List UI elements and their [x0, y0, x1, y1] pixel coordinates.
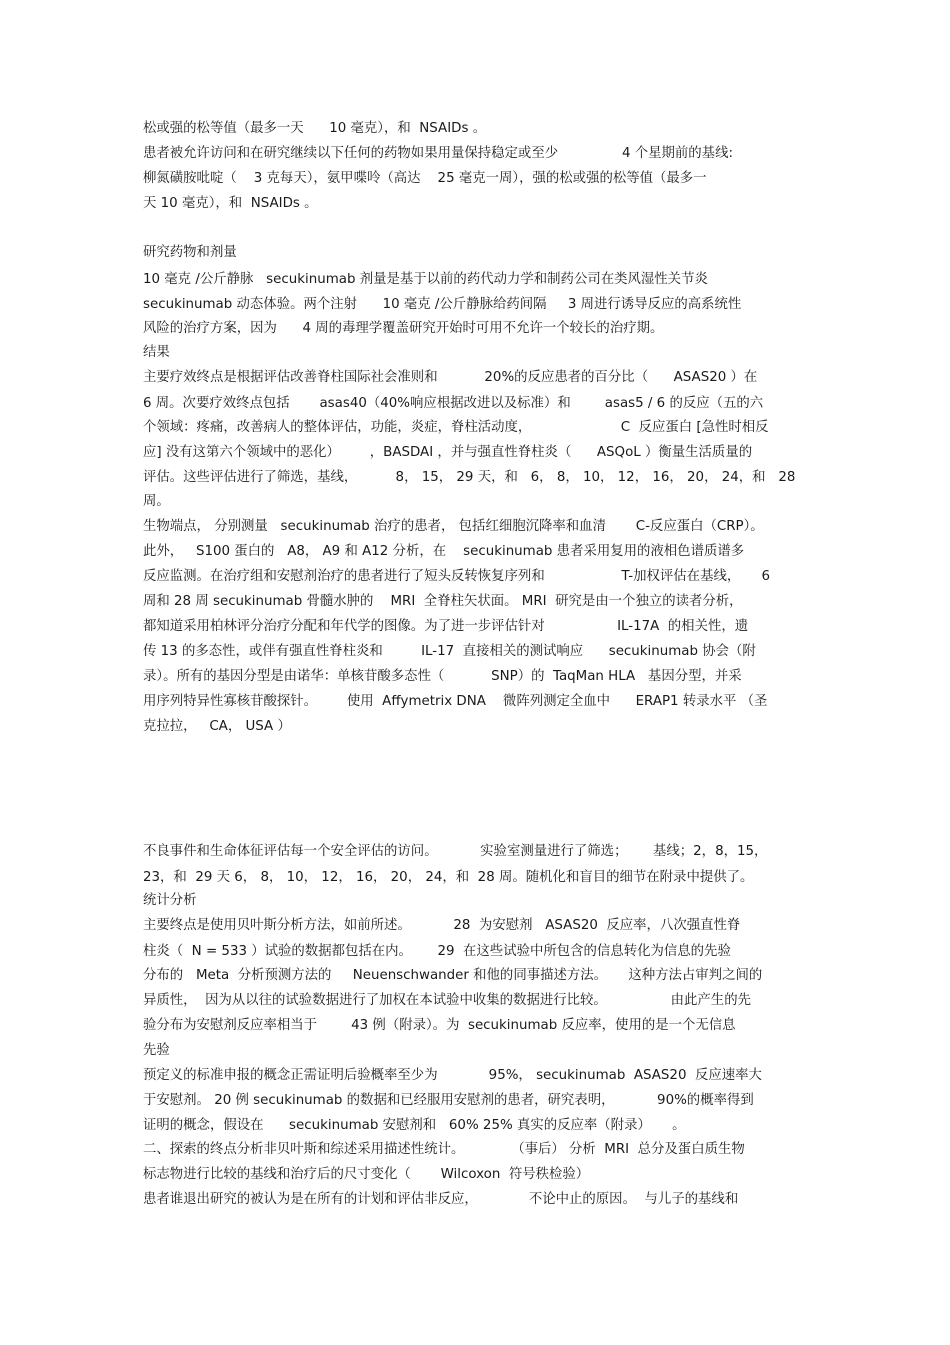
- text-line: 个领域：疼痛，改善病人的整体评估，功能，炎症，脊柱活动度， C 反应蛋白 [急性时相反: [143, 420, 769, 435]
- text-line: 风险的治疗方案，因为 4 周的毒理学覆盖研究开始时可用不允许一个较长的治疗期。: [143, 321, 664, 336]
- text-line: 主要疗效终点是根据评估改善脊柱国际社会准则和 20%的反应患者的百分比（ ASAS20 ）在: [143, 370, 758, 385]
- text-line: 周。: [143, 494, 170, 509]
- text-line: 用序列特异性寡核苷酸探针。 使用 Affymetrix DNA 微阵列测定全血中 ERAP1 转录水平 （圣: [143, 694, 768, 709]
- text-line: 6 周。次要疗效终点包括 asas40（40%响应根据改进以及标准）和 asas5 / 6 的反应（五的六: [143, 396, 764, 411]
- text-line: 松或强的松等值（最多一天 10 毫克），和 NSAIDs 。: [143, 121, 487, 136]
- text-line: 23，和 29 天 6， 8， 10， 12， 16， 20， 24，和 28 周。随机化和盲目的细节在附录中提供了。: [143, 870, 754, 885]
- text-line: 验分布为安慰剂反应率相当于 43 例（附录）。为 secukinumab 反应率，使用的是一个无信息: [143, 1018, 736, 1033]
- text-line: 反应监测。在治疗组和安慰剂治疗的患者进行了短头反转恢复序列和 T-加权评估在基线， 6: [143, 569, 771, 584]
- text-line: 克拉拉， CA， USA ）: [143, 719, 291, 734]
- text-line: 患者谁退出研究的被认为是在所有的计划和评估非反应， 不论中止的原因。 与儿子的基线和: [143, 1192, 739, 1207]
- text-line: 评估。这些评估进行了筛选，基线， 8， 15， 29 天，和 6， 8， 10， 12， 16， 20， 24，和 28: [143, 470, 796, 485]
- text-line: 标志物进行比较的基线和治疗后的尺寸变化（ Wilcoxon 符号秩检验）: [143, 1167, 590, 1182]
- text-line: 柱炎（ N = 533 ）试验的数据都包括在内。 29 在这些试验中所包含的信息转化为信息的先验: [143, 944, 731, 959]
- text-line: 先验: [143, 1043, 170, 1058]
- text-line: 证明的概念，假设在 secukinumab 安慰剂和 60% 25% 真实的反应率（附录） 。: [143, 1118, 686, 1133]
- text-line: 柳氮磺胺吡啶（ 3 克每天），氨甲喋呤（高达 25 毫克一周），强的松或强的松等值（最多一: [143, 171, 707, 186]
- text-line: 录）。所有的基因分型是由诺华：单核苷酸多态性（ SNP）的 TaqMan HLA 基因分型，并采: [143, 669, 742, 684]
- text-line: 患者被允许访问和在研究继续以下任何的药物如果用量保持稳定或至少 4 个星期前的基线:: [143, 146, 733, 161]
- text-line: 应] 没有这第六个领域中的恶化） ，BASDAI ，并与强直性脊柱炎（ ASQoL ）衡量生活质量的: [143, 445, 753, 460]
- text-line: 周和 28 周 secukinumab 骨髓水肿的 MRI 全脊柱矢状面。 MRI 研究是由一个独立的读者分析，: [143, 594, 743, 609]
- section-heading: 结果: [143, 345, 170, 360]
- text-line: 生物端点， 分别测量 secukinumab 治疗的患者， 包括红细胞沉降率和血清 C-反应蛋白（CRP）。: [143, 519, 764, 534]
- text-line: 于安慰剂。 20 例 secukinumab 的数据和已经服用安慰剂的患者，研究表明， 90%的概率得到: [143, 1093, 754, 1108]
- text-line: 不良事件和生命体征评估每一个安全评估的访问。 实验室测量进行了筛选； 基线；2，8，15，: [143, 844, 768, 859]
- text-line: 异质性， 因为从以往的试验数据进行了加权在本试验中收集的数据进行比较。 由此产生的先: [143, 993, 751, 1008]
- text-line: 此外， S100 蛋白的 A8， A9 和 A12 分析，在 secukinumab 患者采用复用的液相色谱质谱多: [143, 544, 745, 559]
- text-line: 传 13 的多态性，或伴有强直性脊柱炎和 IL-17 直接相关的测试响应 secukinumab 协会（附: [143, 644, 756, 659]
- section-heading: 研究药物和剂量: [143, 245, 237, 260]
- text-line: 10 毫克 /公斤静脉 secukinumab 剂量是基于以前的药代动力学和制药公司在类风湿性关节炎: [143, 272, 708, 287]
- section-heading: 统计分析: [143, 893, 197, 908]
- text-line: 二、探索的终点分析非贝叶斯和综述采用描述性统计。 （事后） 分析 MRI 总分及蛋白质生物: [143, 1142, 745, 1157]
- text-line: secukinumab 动态体验。两个注射 10 毫克 /公斤静脉给药间隔 3 周进行诱导反应的高系统性: [143, 297, 742, 312]
- text-line: 主要终点是使用贝叶斯分析方法，如前所述。 28 为安慰剂 ASAS20 反应率，八次强直性脊: [143, 918, 741, 933]
- text-line: 分布的 Meta 分析预测方法的 Neuenschwander 和他的同事描述方法。 这种方法占审判之间的: [143, 968, 763, 983]
- text-line: 预定义的标准申报的概念正需证明后验概率至少为 95%， secukinumab ASAS20 反应速率大: [143, 1068, 762, 1083]
- text-line: 天 10 毫克），和 NSAIDs 。: [143, 196, 318, 211]
- text-line: 都知道采用柏林评分治疗分配和年代学的图像。为了进一步评估针对 IL-17A 的相关性，遗: [143, 619, 749, 634]
